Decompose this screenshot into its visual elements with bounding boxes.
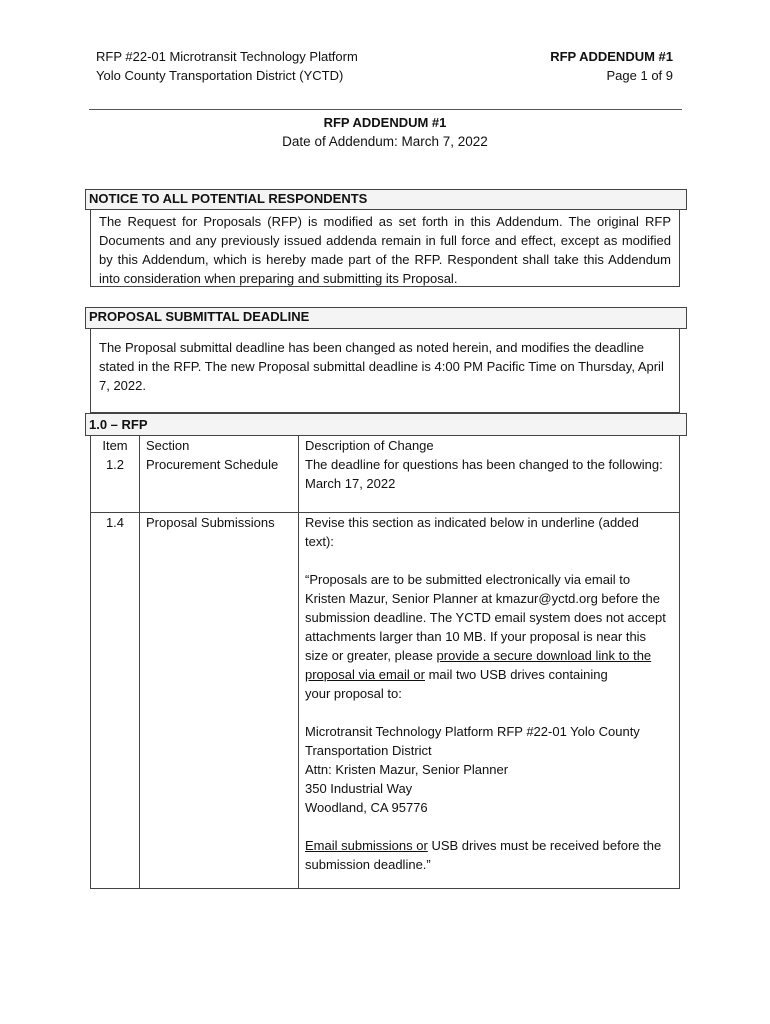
address-line: Attn: Kristen Mazur, Senior Planner	[305, 762, 509, 777]
header-page-number: Page 1 of 9	[606, 68, 673, 83]
row-item-number: 1.4	[91, 513, 140, 889]
addendum-date: Date of Addendum: March 7, 2022	[282, 134, 488, 149]
mailing-address	[305, 722, 667, 817]
header-addendum-label: RFP ADDENDUM #1	[550, 49, 673, 64]
table-row	[91, 513, 680, 889]
header-rfp-title: RFP #22-01 Microtransit Technology Platform	[96, 49, 358, 64]
instructions-text: “Proposals are to be submitted electronically via email to Kristen Mazur, Senior Planner at kmazur@yctd.org before the submission deadline. The YCTD email system does not accept attachments larger than 10 MB. If your proposal is near this size or greater, please	[305, 572, 666, 663]
running-header-left	[96, 47, 358, 85]
table-header-row	[91, 436, 680, 455]
deadline-note-text: USB drives must be received before the submission deadline.”	[305, 838, 662, 872]
added-text-underlined: Email submissions or	[305, 838, 428, 853]
row-description	[299, 513, 680, 889]
column-header-description: Description of Change	[299, 436, 680, 455]
header-agency: Yolo County Transportation District (YCTD)	[96, 68, 344, 83]
changes-table	[90, 436, 680, 889]
instructions-text-end: your proposal to:	[305, 686, 402, 701]
revision-intro: Revise this section as indicated below in underline (added text):	[305, 515, 639, 549]
deadline-body: The Proposal submittal deadline has been changed as noted herein, and modifies the deadline stated in the RFP. The new Proposal submittal deadline is 4:00 PM Pacific Time on Thursday, April 7, 2022.	[90, 329, 680, 413]
document-title: RFP ADDENDUM #1	[323, 115, 447, 130]
column-header-section: Section	[140, 436, 299, 455]
document-title-block	[0, 113, 770, 151]
deadline-heading: PROPOSAL SUBMITTAL DEADLINE	[85, 307, 687, 329]
address-line: Woodland, CA 95776	[305, 800, 428, 815]
instructions-text-cont: mail two USB drives containing	[424, 667, 608, 682]
deadline-note	[305, 836, 667, 874]
running-header-right	[550, 47, 673, 85]
submission-instructions	[305, 570, 667, 703]
address-line: 350 Industrial Way	[305, 781, 413, 796]
row-description: The deadline for questions has been changed to the following: March 17, 2022	[299, 455, 680, 513]
column-header-item: Item	[91, 436, 140, 455]
address-line: Microtransit Technology Platform RFP #22-01 Yolo County Transportation District	[305, 724, 640, 758]
notice-heading: NOTICE TO ALL POTENTIAL RESPONDENTS	[85, 189, 687, 210]
notice-body: The Request for Proposals (RFP) is modified as set forth in this Addendum. The original RFP Documents and any previously issued addenda remain in full force and effect, except as modified by this Addendum, which is hereby made part of the RFP. Respondent shall take this Addendum into consideration when preparing and submitting its Proposal.	[90, 210, 680, 287]
table-row	[91, 455, 680, 513]
header-divider	[89, 109, 682, 110]
rfp-section-heading: 1.0 – RFP	[85, 413, 687, 436]
added-text-underlined: provide a secure download link to the proposal via email or	[305, 648, 652, 682]
row-section-name: Proposal Submissions	[140, 513, 299, 889]
row-item-number: 1.2	[91, 455, 140, 513]
row-section-name: Procurement Schedule	[140, 455, 299, 513]
